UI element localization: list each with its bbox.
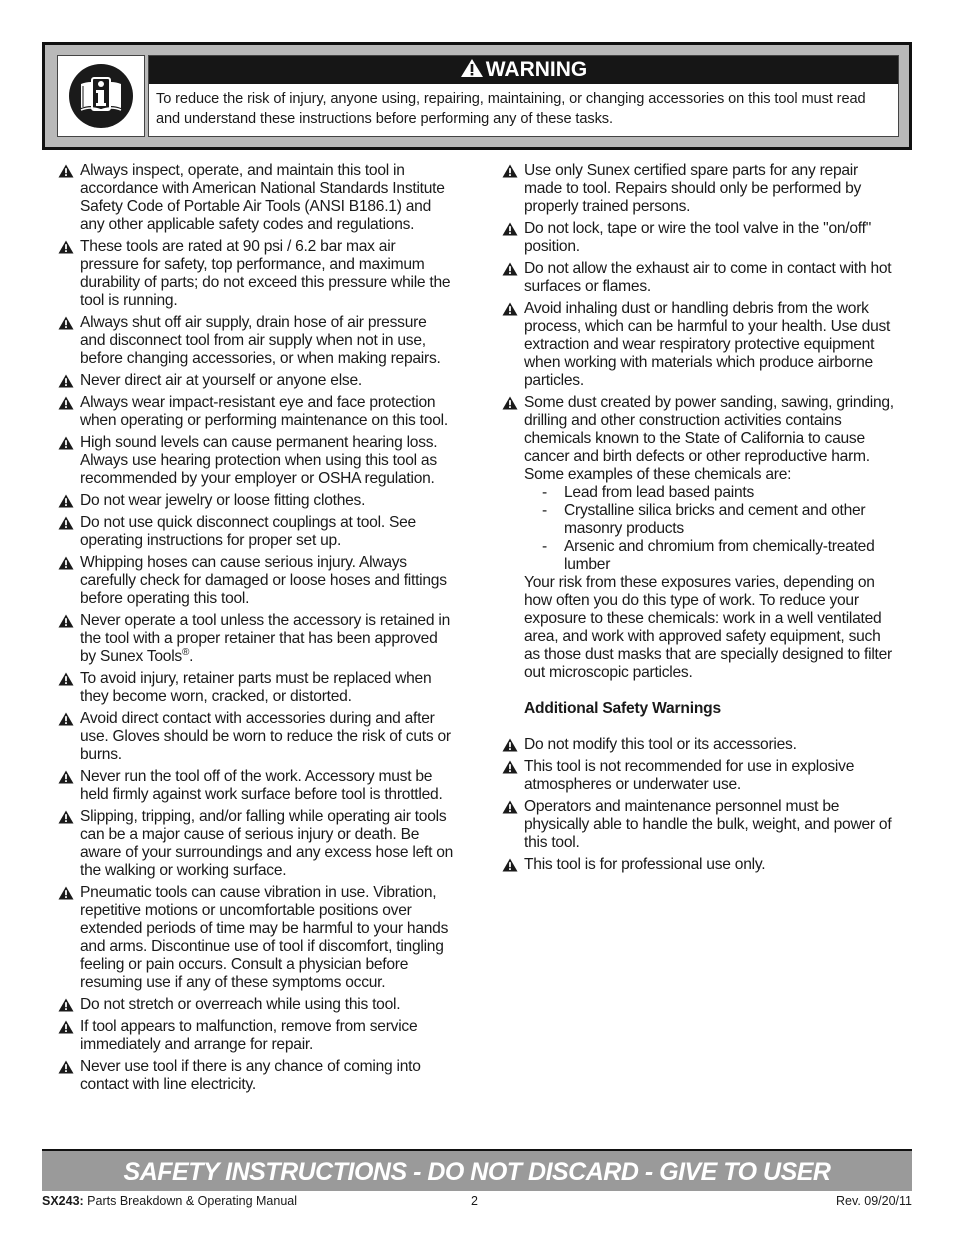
safety-item [58, 670, 454, 706]
warning-triangle-icon [58, 316, 74, 335]
warning-title: WARNING [485, 58, 588, 81]
dust-example-text: Crystalline silica bricks and cement and other masonry products [564, 502, 866, 537]
safety-item-text: Operators and maintenance personnel must be physically able to handle the bulk, weight, and power of this tool. [524, 798, 892, 851]
safety-item-text: Never run the tool off of the work. Accessory must be held firmly against work surface before tool is throttled. [80, 768, 443, 803]
dust-outro: Your risk from these exposures varies, depending on how often you do this type of work. To reduce your exposure to these chemicals: work in a well ventilated area, and work with approved safety equipment, such as those dust masks that are specially designed to filter out microscopic particles. [524, 574, 892, 681]
warning-triangle-icon [502, 858, 518, 877]
warning-triangle-icon [58, 396, 74, 415]
dust-example-item [524, 538, 898, 574]
safety-item-text: This tool is for professional use only. [524, 856, 766, 873]
footer-model: SX243: [42, 1194, 84, 1208]
warning-triangle-icon [502, 262, 518, 281]
warning-triangle-icon [58, 374, 74, 393]
warning-triangle-icon [58, 240, 74, 259]
safety-item-text: This tool is not recommended for use in explosive atmospheres or underwater use. [524, 758, 855, 793]
safety-item [58, 1058, 454, 1094]
safety-item [58, 996, 454, 1014]
warning-triangle-icon [58, 712, 74, 731]
warning-triangle-icon [58, 1020, 74, 1039]
safety-item [58, 768, 454, 804]
warning-triangle-icon [58, 164, 74, 183]
dust-example-text: Lead from lead based paints [564, 484, 755, 501]
warning-triangle-icon [58, 494, 74, 513]
safety-item-text: Never operate a tool unless the accessory is retained in the tool with a proper retainer that has been approved by Sunex Tools [80, 612, 450, 665]
sentence-end: . [189, 648, 194, 665]
safety-item-text: Do not allow the exhaust air to come in contact with hot surfaces or flames. [524, 260, 892, 295]
footer-banner [42, 1149, 912, 1191]
registered-mark: ® [181, 646, 190, 658]
safety-item [58, 492, 454, 510]
warning-triangle-icon [502, 760, 518, 779]
safety-item [58, 612, 454, 666]
dust-intro: Some dust created by power sanding, sawing, grinding, drilling and other construction activities contains chemicals known to the State of California to cause cancer and birth defects or other reproductive harm. Some examples of these chemicals are: [524, 394, 894, 483]
safety-item-text: Never direct air at yourself or anyone else. [80, 372, 362, 389]
footer-manual-name: Parts Breakdown & Operating Manual [83, 1194, 298, 1208]
safety-item [58, 162, 454, 234]
safety-item [58, 394, 454, 430]
warning-triangle-icon [502, 302, 518, 321]
warning-triangle-icon [502, 222, 518, 241]
warning-icon-box [57, 55, 145, 137]
dust-example-item [524, 484, 898, 502]
safety-item [58, 314, 454, 368]
footer-manual-title [42, 1193, 297, 1209]
warning-triangle-icon [58, 886, 74, 905]
additional-safety-item [502, 856, 898, 874]
safety-item-text: To avoid injury, retainer parts must be replaced when they become worn, cracked, or distorted. [80, 670, 432, 705]
safety-item-text: These tools are rated at 90 psi / 6.2 bar max air pressure for safety, top performance, and maximum durability of parts; do not exceed this pressure while the tool is running. [80, 238, 451, 309]
warning-content [148, 55, 899, 137]
dash-bullet: - [542, 502, 547, 519]
warning-triangle-icon [460, 58, 484, 78]
additional-warnings-heading: Additional Safety Warnings [524, 700, 721, 717]
safety-item [58, 808, 454, 880]
safety-item [58, 514, 454, 550]
safety-item-text: Do not lock, tape or wire the tool valve in the "on/off" position. [524, 220, 871, 255]
additional-safety-item [502, 736, 898, 754]
footer-meta [42, 1193, 912, 1209]
safety-item-dust [502, 394, 898, 682]
warning-triangle-icon [58, 810, 74, 829]
safety-item [58, 884, 454, 992]
warning-header [149, 56, 898, 84]
safety-item [58, 238, 454, 310]
safety-item-text: Avoid direct contact with accessories during and after use. Gloves should be worn to reduce the risk of cuts or burns. [80, 710, 451, 763]
footer-banner-title: SAFETY INSTRUCTIONS - DO NOT DISCARD - GIVE TO USER [123, 1158, 831, 1186]
safety-item-text: Never use tool if there is any chance of coming into contact with line electricity. [80, 1058, 421, 1093]
warning-triangle-icon [58, 770, 74, 789]
additional-safety-item [502, 758, 898, 794]
safety-item-text: Always wear impact-resistant eye and face protection when operating or performing maintenance on this tool. [80, 394, 448, 429]
safety-item-text: High sound levels can cause permanent hearing loss. Always use hearing protection when using this tool as recommended by your employer or OSHA regulation. [80, 434, 438, 487]
warning-triangle-icon [58, 516, 74, 535]
safety-item [58, 1018, 454, 1054]
dash-bullet: - [542, 484, 547, 501]
safety-item-text: Always shut off air supply, drain hose of air pressure and disconnect tool from air supply when not in use, before changing accessories, or when making repairs. [80, 314, 441, 367]
safety-item [502, 220, 898, 256]
safety-item-text: Do not wear jewelry or loose fitting clothes. [80, 492, 366, 509]
dash-bullet: - [542, 538, 547, 555]
safety-item-text: Do not stretch or overreach while using this tool. [80, 996, 401, 1013]
safety-item-text: Avoid inhaling dust or handling debris from the work process, which can be harmful to your health. Use dust extraction and wear respiratory protective equipment when working with materials which produce airborne particles. [524, 300, 891, 389]
safety-item [502, 260, 898, 296]
additional-safety-item [502, 798, 898, 852]
warning-box [42, 42, 912, 150]
safety-item-text: Slipping, tripping, and/or falling while operating air tools can be a major cause of serious injury or death. Be aware of your surroundings and any excess hose left on the walking or working surface. [80, 808, 454, 879]
warning-triangle-icon [58, 1060, 74, 1079]
safety-item-text: Pneumatic tools can cause vibration in use. Vibration, repetitive motions or uncomfortable positions over extended periods of time may be harmful to your hands and arms. Discontinue use of tool if discomfort, tingling feeling or pain occurs. Consult a physician before resuming use if any of these symptoms occur. [80, 884, 449, 991]
safety-item [58, 372, 454, 390]
warning-triangle-icon [58, 556, 74, 575]
safety-item-text: If tool appears to malfunction, remove from service immediately and arrange for repair. [80, 1018, 418, 1053]
footer-revision: Rev. 09/20/11 [836, 1194, 912, 1208]
warning-triangle-icon [58, 436, 74, 455]
warning-triangle-icon [58, 672, 74, 691]
warning-triangle-icon [58, 614, 74, 633]
warning-triangle-icon [502, 800, 518, 819]
info-book-icon [69, 64, 133, 128]
safety-item [58, 434, 454, 488]
safety-item-text: Whipping hoses can cause serious injury. Always carefully check for damaged or loose hoses and fittings before operating this tool. [80, 554, 447, 607]
warning-text: To reduce the risk of injury, anyone using, repairing, maintaining, or changing accessories on this tool must read and understand these instructions before performing any of these tasks. [156, 91, 866, 127]
safety-item-text: Do not modify this tool or its accessories. [524, 736, 797, 753]
dust-example-text: Arsenic and chromium from chemically-treated lumber [564, 538, 875, 573]
safety-item [502, 162, 898, 216]
page-number: 2 [471, 1194, 478, 1208]
safety-item-text: Always inspect, operate, and maintain this tool in accordance with American National Standards Institute Safety Code of Portable Air Tools (ANSI B186.1) and any other applicable safety codes and regulations. [80, 162, 445, 233]
warning-triangle-icon [58, 998, 74, 1017]
safety-item-text: Do not use quick disconnect couplings at tool. See operating instructions for proper set up. [80, 514, 416, 549]
dust-examples-list [524, 484, 898, 574]
warning-triangle-icon [502, 164, 518, 183]
warning-triangle-icon [502, 738, 518, 757]
left-column [58, 162, 454, 1098]
safety-item [58, 710, 454, 764]
safety-item [502, 300, 898, 390]
safety-item [58, 554, 454, 608]
dust-example-item [524, 502, 898, 538]
safety-item-text: Use only Sunex certified spare parts for any repair made to tool. Repairs should only be performed by properly trained persons. [524, 162, 862, 215]
warning-triangle-icon [502, 396, 518, 415]
right-column [502, 162, 898, 878]
